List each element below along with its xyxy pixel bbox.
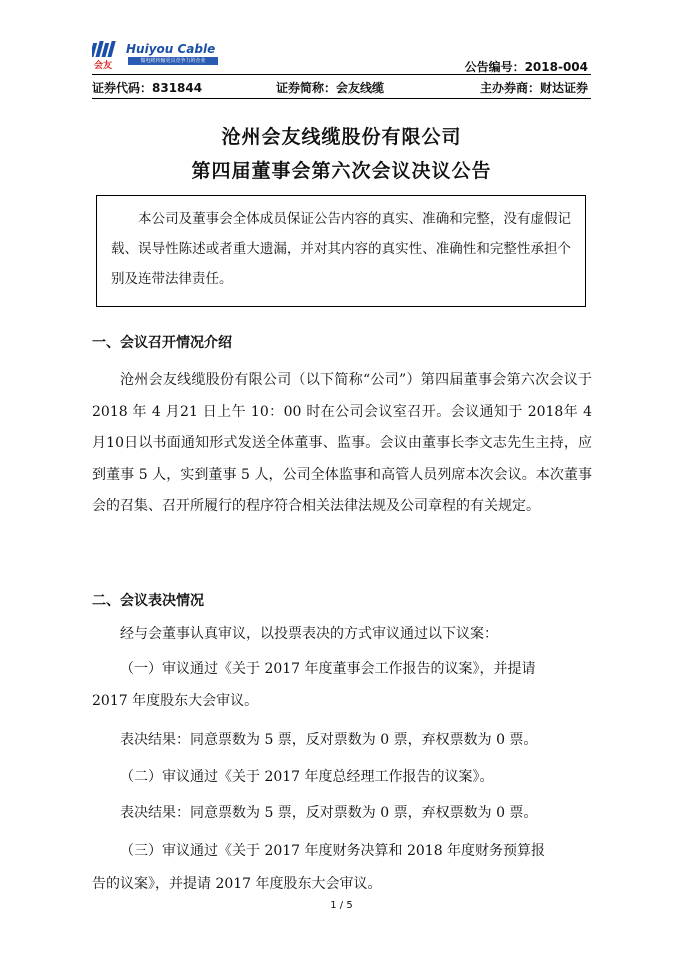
voting-intro: 经与会董事认真审议，以投票表决的方式审议通过以下议案：	[120, 626, 498, 642]
motion-2-result: 表决结果：同意票数为 5 票，反对票数为 0 票，弃权票数为 0 票。	[120, 805, 538, 821]
logo-chinese-text: 会友	[94, 61, 113, 71]
company-logo	[92, 40, 222, 70]
logo-slogan: 做电缆传输更具竞争力的企业	[128, 57, 218, 65]
section-heading-meeting-info: 一、会议召开情况介绍	[92, 335, 232, 351]
document-title: 第四届董事会第六次会议决议公告	[191, 160, 492, 182]
section-heading-voting: 二、会议表决情况	[92, 593, 204, 609]
stock-abbreviation: 证券简称：会友线缆	[276, 81, 385, 95]
header-divider	[92, 74, 591, 75]
sponsor-broker: 主办券商：财达证券	[479, 81, 588, 95]
stock-code: 证券代码：831844	[92, 81, 203, 95]
statement-box: 本公司及董事会全体成员保证公告内容的真实、准确和完整，没有虚假记载、误导性陈述或者重大遗漏，并对其内容的真实性、准确性和完整性承担个别及连带法律责任。	[96, 195, 586, 307]
page-number: 1 / 5	[330, 900, 353, 911]
motion-3-line-1: （三）审议通过《关于 2017 年度财务决算和 2018 年度财务预算报	[120, 843, 546, 859]
motion-3-line-2: 告的议案》，并提请 2017 年度股东大会审议。	[92, 876, 382, 892]
logo-brand-text: Huiyou Cable	[126, 42, 216, 56]
motion-1-result: 表决结果：同意票数为 5 票，反对票数为 0 票，弃权票数为 0 票。	[120, 732, 538, 748]
company-title: 沧州会友线缆股份有限公司	[221, 126, 462, 148]
meta-divider	[92, 98, 591, 99]
motion-1-line-2: 2017 年度股东大会审议。	[92, 693, 259, 709]
motion-2: （二）审议通过《关于 2017 年度总经理工作报告的议案》。	[120, 769, 494, 785]
meeting-info-paragraph: 沧州会友线缆股份有限公司（以下简称“公司”）第四届董事会第六次会议于 2018 年 4 月21 日上午 10：00 时在公司会议室召开。会议通知于 2018年 4 月10日以书面通知形式发送全体董事、监事。会议由董事长李文志先生主持，应到董事 5 人，实到董事 5 人，公司全体监事和高管人员列席本次会议。本次董事会的召集、召开所履行的程序符合相关法律法规及公司章程的有关规定。	[92, 372, 592, 514]
motion-1-line-1: （一）审议通过《关于 2017 年度董事会工作报告的议案》，并提请	[120, 661, 536, 677]
announcement-number: 公告编号：2018-004	[464, 60, 588, 74]
